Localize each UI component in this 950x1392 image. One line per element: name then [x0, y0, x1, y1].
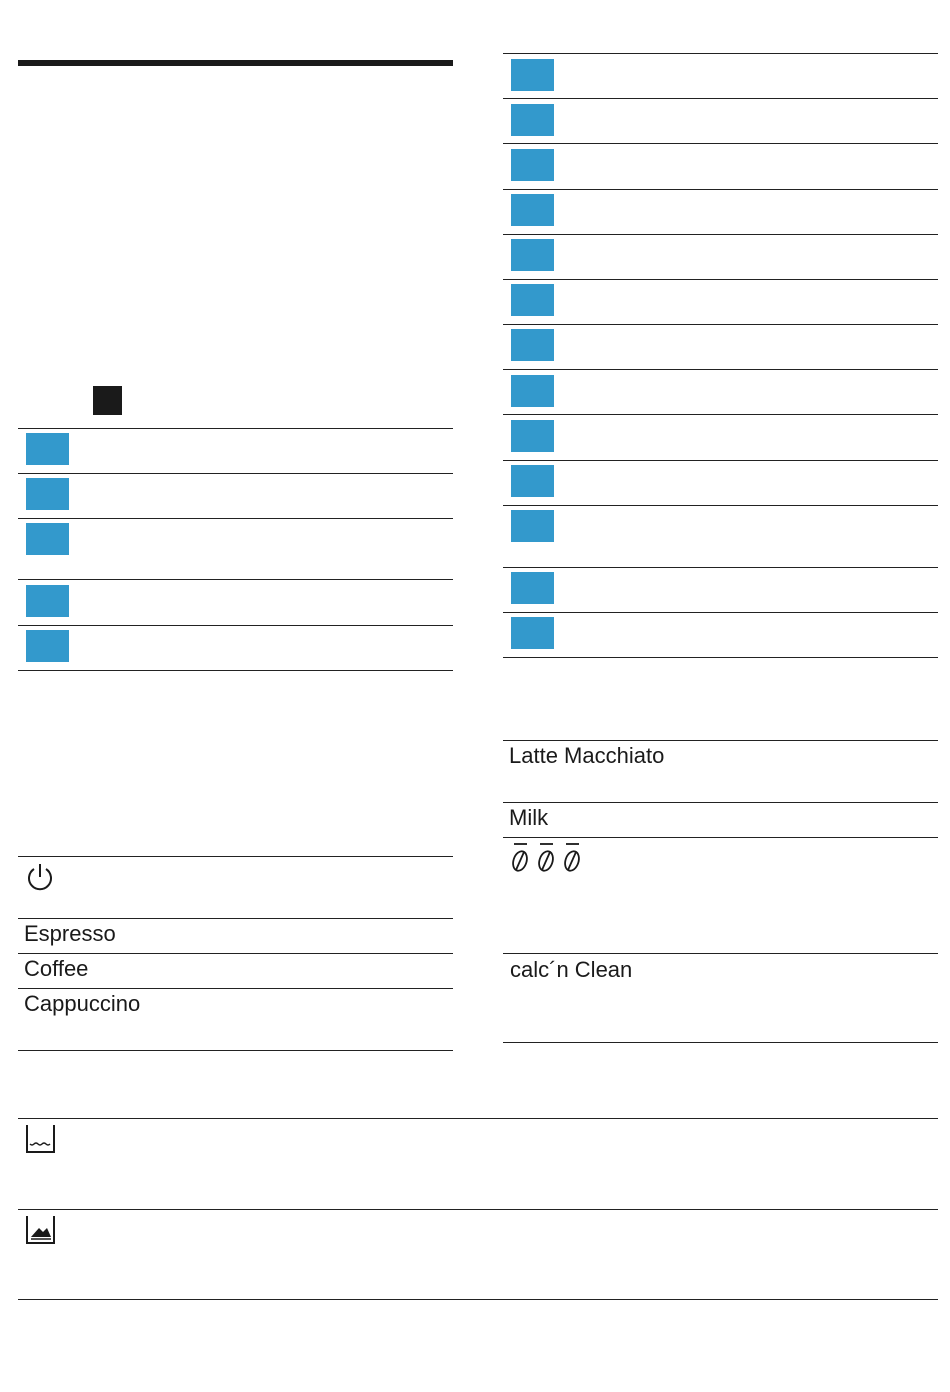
blue-badge — [511, 420, 554, 452]
divider — [18, 518, 453, 519]
divider — [503, 279, 938, 280]
divider — [503, 802, 938, 803]
divider — [18, 670, 453, 671]
blue-badge — [511, 375, 554, 407]
power-icon — [24, 861, 56, 893]
coffee-label: Coffee — [24, 956, 89, 981]
divider — [503, 740, 938, 741]
latte-macchiato-label: Latte Macchiato — [509, 743, 665, 768]
coffee-strength-icon — [508, 841, 586, 875]
blue-badge — [26, 478, 69, 510]
divider — [503, 837, 938, 838]
blue-badge — [511, 617, 554, 649]
divider — [503, 1042, 938, 1043]
water-tank-icon — [24, 1122, 58, 1156]
blue-badge — [26, 523, 69, 555]
blue-badge — [26, 630, 69, 662]
divider — [18, 1209, 938, 1210]
blue-badge — [511, 239, 554, 271]
divider — [503, 657, 938, 658]
divider — [503, 189, 938, 190]
blue-badge — [511, 572, 554, 604]
blue-badge — [511, 329, 554, 361]
divider — [18, 579, 453, 580]
divider — [503, 612, 938, 613]
divider — [503, 505, 938, 506]
divider — [503, 369, 938, 370]
calc-n-clean-label: calc´n Clean — [510, 957, 633, 982]
blue-badge — [26, 433, 69, 465]
divider — [503, 98, 938, 99]
divider — [503, 414, 938, 415]
espresso-label: Espresso — [24, 921, 116, 946]
divider — [18, 988, 453, 989]
divider — [18, 856, 453, 857]
blue-badge — [511, 284, 554, 316]
black-square-marker — [93, 386, 122, 415]
blue-badge — [511, 465, 554, 497]
divider — [18, 918, 453, 919]
divider — [18, 1299, 938, 1300]
divider — [503, 567, 938, 568]
blue-badge — [511, 510, 554, 542]
divider — [18, 953, 453, 954]
drip-tray-icon — [24, 1213, 58, 1247]
divider — [503, 460, 938, 461]
divider — [503, 143, 938, 144]
cappuccino-label: Cappuccino — [24, 991, 141, 1016]
blue-badge — [511, 59, 554, 91]
blue-badge — [511, 194, 554, 226]
milk-label: Milk — [509, 805, 549, 830]
heading-rule — [18, 60, 453, 66]
divider — [503, 953, 938, 954]
blue-badge — [26, 585, 69, 617]
divider — [18, 625, 453, 626]
divider — [18, 428, 453, 429]
divider — [18, 1118, 938, 1119]
divider — [18, 1050, 453, 1051]
divider — [503, 53, 938, 54]
blue-badge — [511, 104, 554, 136]
divider — [18, 473, 453, 474]
blue-badge — [511, 149, 554, 181]
divider — [503, 234, 938, 235]
divider — [503, 324, 938, 325]
